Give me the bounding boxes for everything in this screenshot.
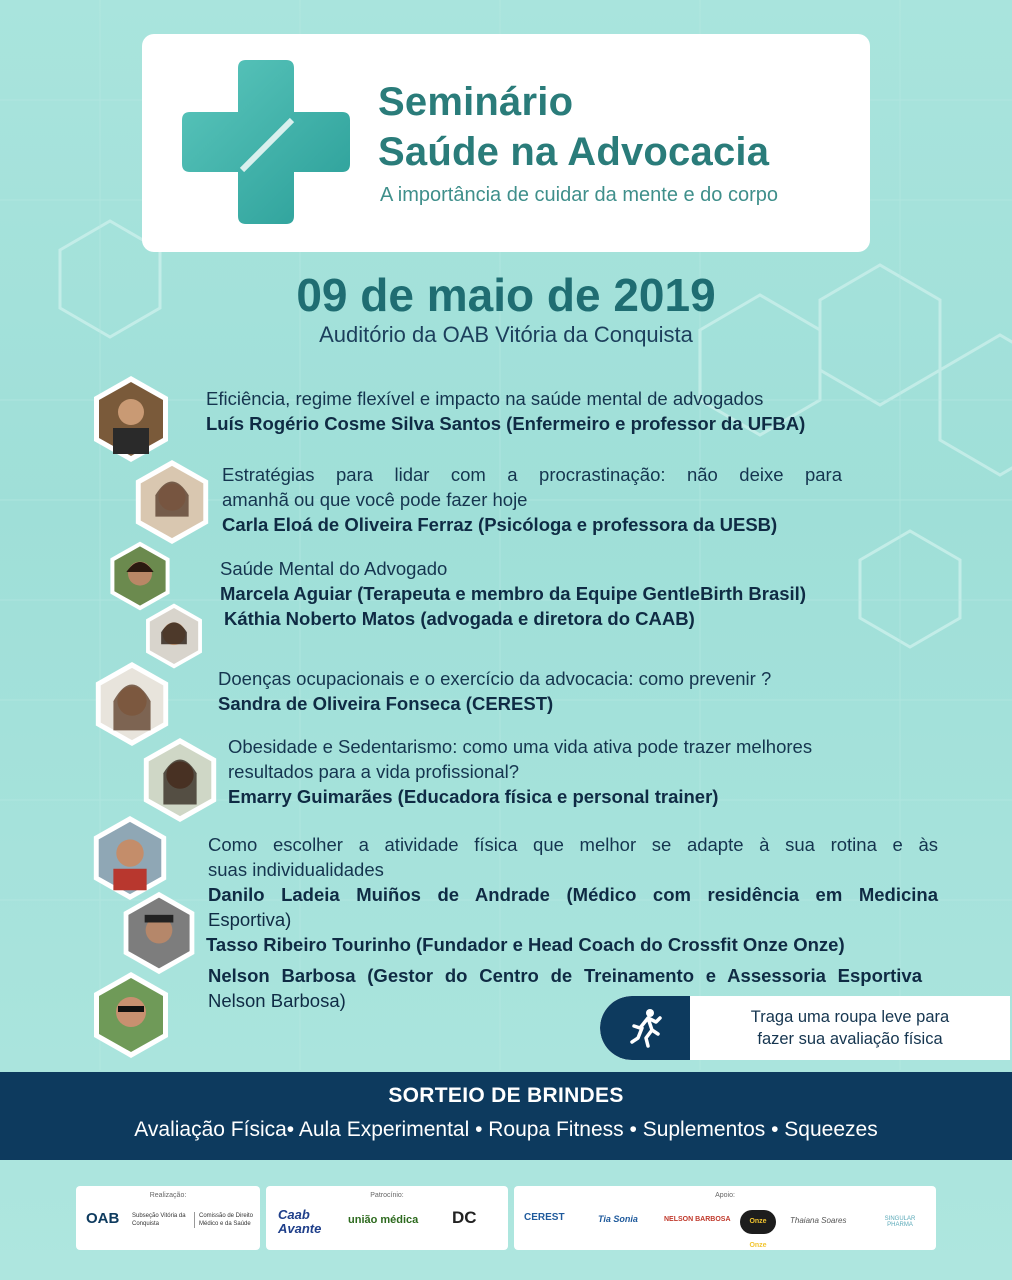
subtitle: A importância de cuidar da mente e do corpo (380, 184, 779, 206)
speaker-photo-5 (88, 660, 176, 748)
title-line-2: Saúde na Advocacia (378, 130, 770, 174)
talk-4 (218, 666, 898, 716)
header-card (142, 34, 870, 252)
medical-cross-icon (182, 60, 350, 224)
note-line-1: Traga uma roupa leve para (750, 1008, 950, 1026)
talk-speaker: Sandra de Oliveira Fonseca (CEREST) (218, 693, 554, 714)
talk-6 (208, 832, 938, 1013)
note-text (700, 1006, 1000, 1050)
sponsor-box-apoio (514, 1186, 936, 1250)
raffle-band (0, 1072, 1012, 1160)
talk-speaker: Esportiva) (208, 909, 292, 930)
speaker-photo-2 (128, 458, 216, 546)
talk-topic: Saúde Mental do Advogado (220, 558, 448, 579)
cerest-logo: CEREST (524, 1212, 565, 1223)
talk-topic: Eficiência, regime flexível e impacto na saúde mental de advogados (206, 388, 764, 409)
dc-logo: DC (452, 1208, 477, 1227)
runner-icon (628, 1008, 664, 1048)
talk-speaker: Marcela Aguiar (Terapeuta e membro da Equipe GentleBirth Brasil) (220, 583, 806, 604)
talk-speaker: Luís Rogério Cosme Silva Santos (Enfermeiro e professor da UFBA) (206, 413, 806, 434)
speaker-photo-1 (86, 374, 176, 464)
talk-3 (220, 556, 910, 631)
nelson-barbosa-logo: NELSON BARBOSA (664, 1216, 731, 1223)
talk-topic: resultados para a vida profissional? (228, 761, 520, 782)
clothing-note (600, 996, 1010, 1060)
talk-2 (222, 462, 842, 537)
title-line-1: Seminário (378, 80, 574, 124)
talk-topic: amanhã ou que você pode fazer hoje (222, 489, 528, 510)
talk-speaker: Carla Eloá de Oliveira Ferraz (Psicóloga e professora da UESB) (222, 514, 778, 535)
talk-speaker: Danilo Ladeia Muiños de Andrade (Médico com residência em Medicina (208, 884, 938, 905)
singular-pharma-logo: SINGULAR PHARMA (884, 1216, 916, 1228)
event-date: 09 de maio de 2019 (296, 269, 716, 321)
oab-logo: OAB (86, 1210, 120, 1227)
speaker-photo-6 (136, 736, 224, 824)
onze-onze-logo: Onze Onze (740, 1210, 776, 1234)
caab-logo: Caab Avante (278, 1207, 322, 1236)
uniao-medica-logo: união médica (348, 1214, 419, 1226)
sponsor-label: Realização: (149, 1192, 187, 1199)
talk-speaker: Emarry Guimarães (Educadora física e personal trainer) (228, 786, 719, 807)
sponsor-label: Patrocínio: (370, 1192, 404, 1199)
speaker-photo-9 (86, 970, 176, 1060)
talk-topic: suas individualidades (208, 859, 384, 880)
speaker-photo-7 (86, 814, 174, 902)
tia-sonia-logo: Tia Sonia (598, 1214, 638, 1224)
talk-speaker: Káthia Noberto Matos (advogada e diretora do CAAB) (224, 608, 695, 629)
oab-subsecao: Subseção Vitória da Conquista (132, 1213, 186, 1227)
speaker-photo-8 (116, 890, 202, 976)
sponsor-box-realizacao (76, 1186, 260, 1250)
event-venue: Auditório da OAB Vitória da Conquista (319, 322, 693, 347)
talk-topic: Estratégias para lidar com a procrastinação: não deixe para (222, 464, 842, 485)
raffle-title: SORTEIO DE BRINDES (388, 1084, 624, 1107)
raffle-items: Avaliação Física• Aula Experimental • Roupa Fitness • Suplementos • Squeezes (134, 1118, 878, 1141)
talk-1 (206, 386, 876, 436)
note-line-2: fazer sua avaliação física (757, 1030, 943, 1048)
talk-topic: Como escolher a atividade física que melhor se adapte à sua rotina e às (208, 834, 938, 855)
talk-topic: Obesidade e Sedentarismo: como uma vida ativa pode trazer melhores (228, 736, 813, 757)
talk-topic: Doenças ocupacionais e o exercício da advocacia: como prevenir ? (218, 668, 772, 689)
sponsor-box-patrocinio (266, 1186, 508, 1250)
talk-speaker: Nelson Barbosa (Gestor do Centro de Treinamento e Assessoria Esportiva (208, 965, 922, 986)
talk-speaker: Tasso Ribeiro Tourinho (Fundador e Head Coach do Crossfit Onze Onze) (206, 934, 845, 955)
sponsor-label: Apoio: (715, 1192, 735, 1199)
talk-speaker: Nelson Barbosa) (208, 990, 346, 1011)
comissao-logo: Comissão de Direito Médico e da Saúde (194, 1212, 254, 1228)
thaiana-soares-logo: Thaiana Soares (790, 1216, 847, 1225)
talk-5 (228, 734, 928, 809)
